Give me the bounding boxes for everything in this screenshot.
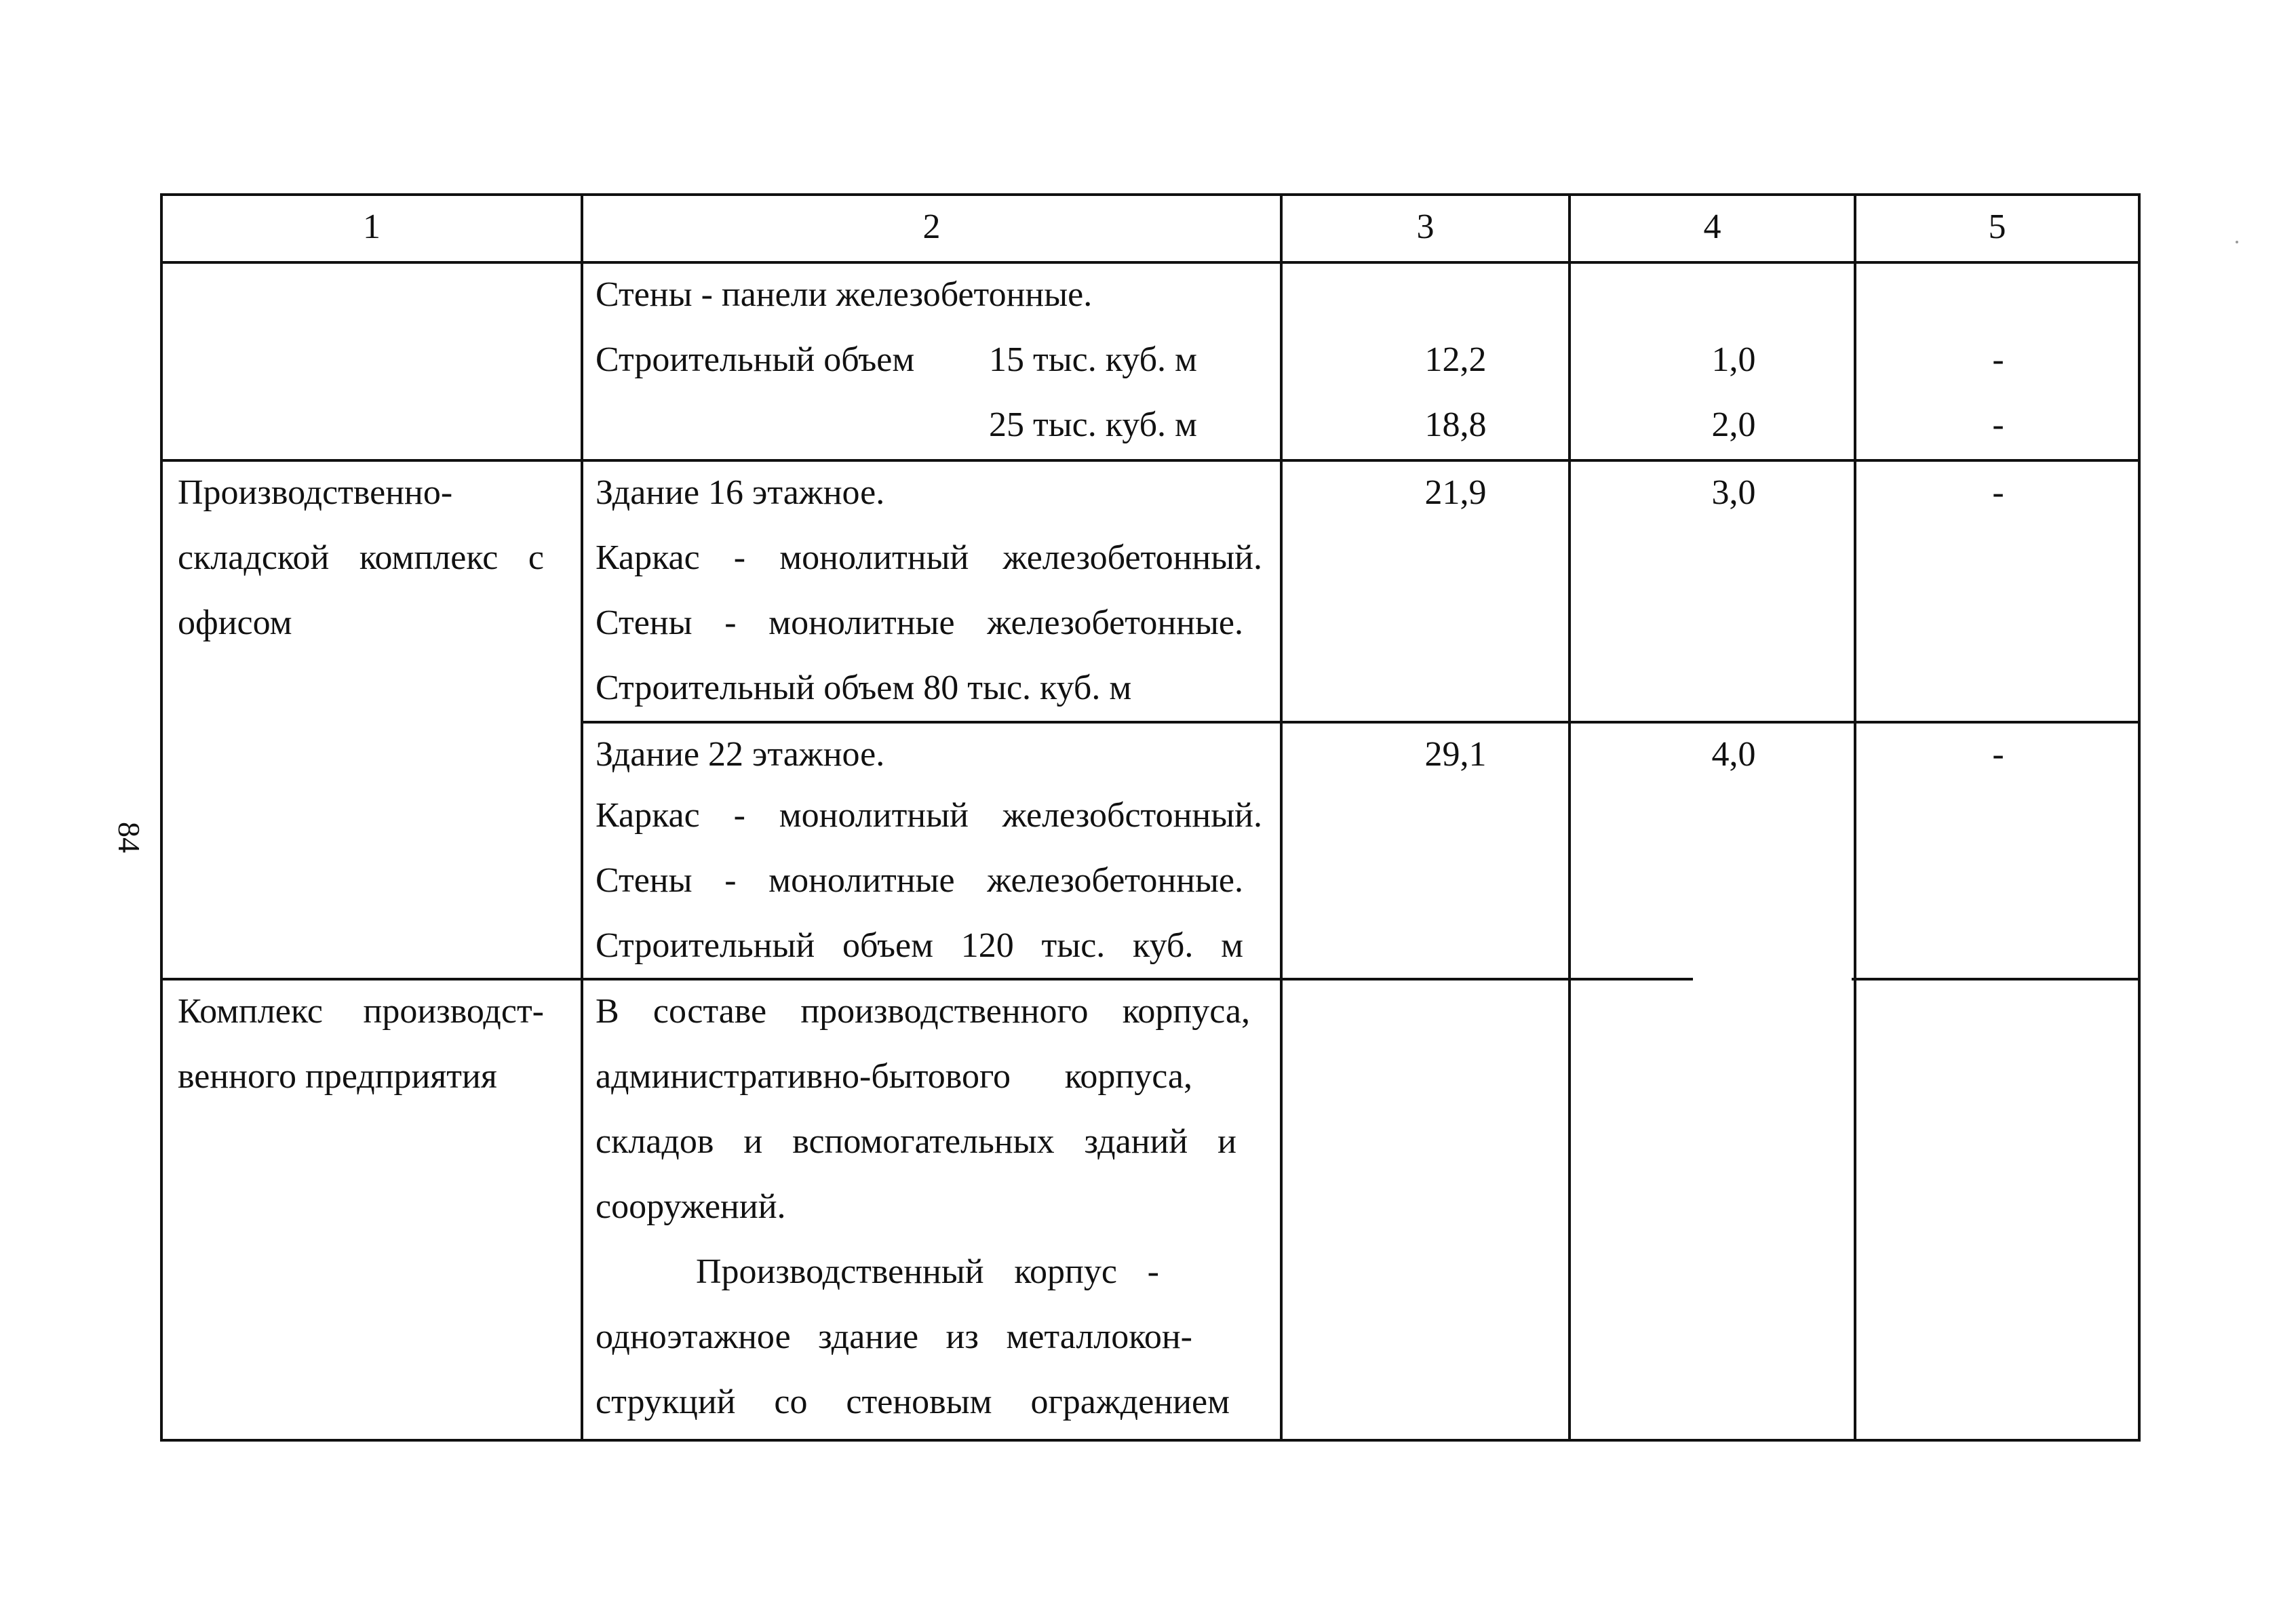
row2-col5-value: -	[1992, 473, 2004, 512]
row4-description-line7: струкций со стеновым ограждением	[596, 1383, 1230, 1421]
column-divider-4	[1854, 193, 1856, 1442]
row4-description-line6: одноэтажное здание из металлокон-	[596, 1318, 1192, 1356]
row4-description-line1: В составе производственного корпуса,	[596, 992, 1250, 1031]
row2-name-line3: офисом	[178, 603, 292, 642]
row2-description-line2: Каркас - монолитный железобетонный.	[596, 538, 1262, 577]
scan-speck	[2236, 241, 2238, 243]
page-number: 84	[112, 822, 147, 853]
column-header-1: 1	[363, 207, 381, 246]
row4-name-line2: венного предприятия	[178, 1057, 497, 1096]
row-divider-3-b	[1852, 978, 2141, 981]
row4-description-line4: сооружений.	[596, 1187, 786, 1226]
row2-description-line1: Здание 16 этажное.	[596, 473, 885, 512]
row4-description-line3: складов и вспомогательных зданий и	[596, 1122, 1236, 1161]
row3-col3-value: 29,1	[1424, 735, 1487, 774]
column-header-5: 5	[1988, 207, 2006, 246]
row1-col3-value-2: 18,8	[1424, 405, 1487, 444]
row4-description-line2: административно-бытового корпуса,	[596, 1057, 1192, 1096]
row3-col4-value: 4,0	[1711, 735, 1756, 774]
row2-col3-value: 21,9	[1424, 473, 1487, 512]
table-border-right	[2138, 193, 2141, 1442]
header-divider	[160, 261, 2141, 264]
column-header-4: 4	[1703, 207, 1721, 246]
row3-description-line4: Строительный объем 120 тыс. куб. м	[596, 926, 1243, 965]
row1-description-line1: Стены - панели железобетонные.	[596, 275, 1093, 314]
row2-description-line4: Строительный объем 80 тыс. куб. м	[596, 669, 1132, 707]
row1-col4-value-1: 1,0	[1711, 340, 1756, 379]
row2-name-line2: складской комплекс с	[178, 538, 544, 577]
column-divider-1	[581, 193, 583, 1442]
row3-description-line1: Здание 22 этажное.	[596, 735, 885, 774]
row1-col3-value-1: 12,2	[1424, 340, 1487, 379]
row3-col5-value: -	[1992, 735, 2004, 774]
column-header-2: 2	[922, 207, 941, 246]
row1-volume-value-1: 15 тыс. куб. м	[989, 340, 1197, 379]
row4-description-line5: Производственный корпус -	[696, 1252, 1159, 1291]
row1-volume-value-2: 25 тыс. куб. м	[989, 405, 1197, 444]
row2-name-line1: Производственно-	[178, 473, 453, 512]
table-border-left	[160, 193, 163, 1442]
row1-col5-value-2: -	[1992, 405, 2004, 444]
row1-col4-value-2: 2,0	[1711, 405, 1756, 444]
column-header-3: 3	[1416, 207, 1435, 246]
column-divider-3	[1568, 193, 1571, 1442]
row3-description-line3: Стены - монолитные железобетонные.	[596, 861, 1243, 900]
row1-volume-label: Строительный объем	[596, 340, 915, 379]
data-table	[160, 193, 2141, 1442]
row4-name-line1: Комплекс производст-	[178, 992, 544, 1031]
row3-description-line2: Каркас - монолитный железобстонный.	[596, 796, 1262, 835]
row2-description-line3: Стены - монолитные железобетонные.	[596, 603, 1243, 642]
column-divider-2	[1280, 193, 1283, 1442]
row2-col4-value: 3,0	[1711, 473, 1756, 512]
row1-col5-value-1: -	[1992, 340, 2004, 379]
table-border-bottom	[160, 1439, 2141, 1442]
